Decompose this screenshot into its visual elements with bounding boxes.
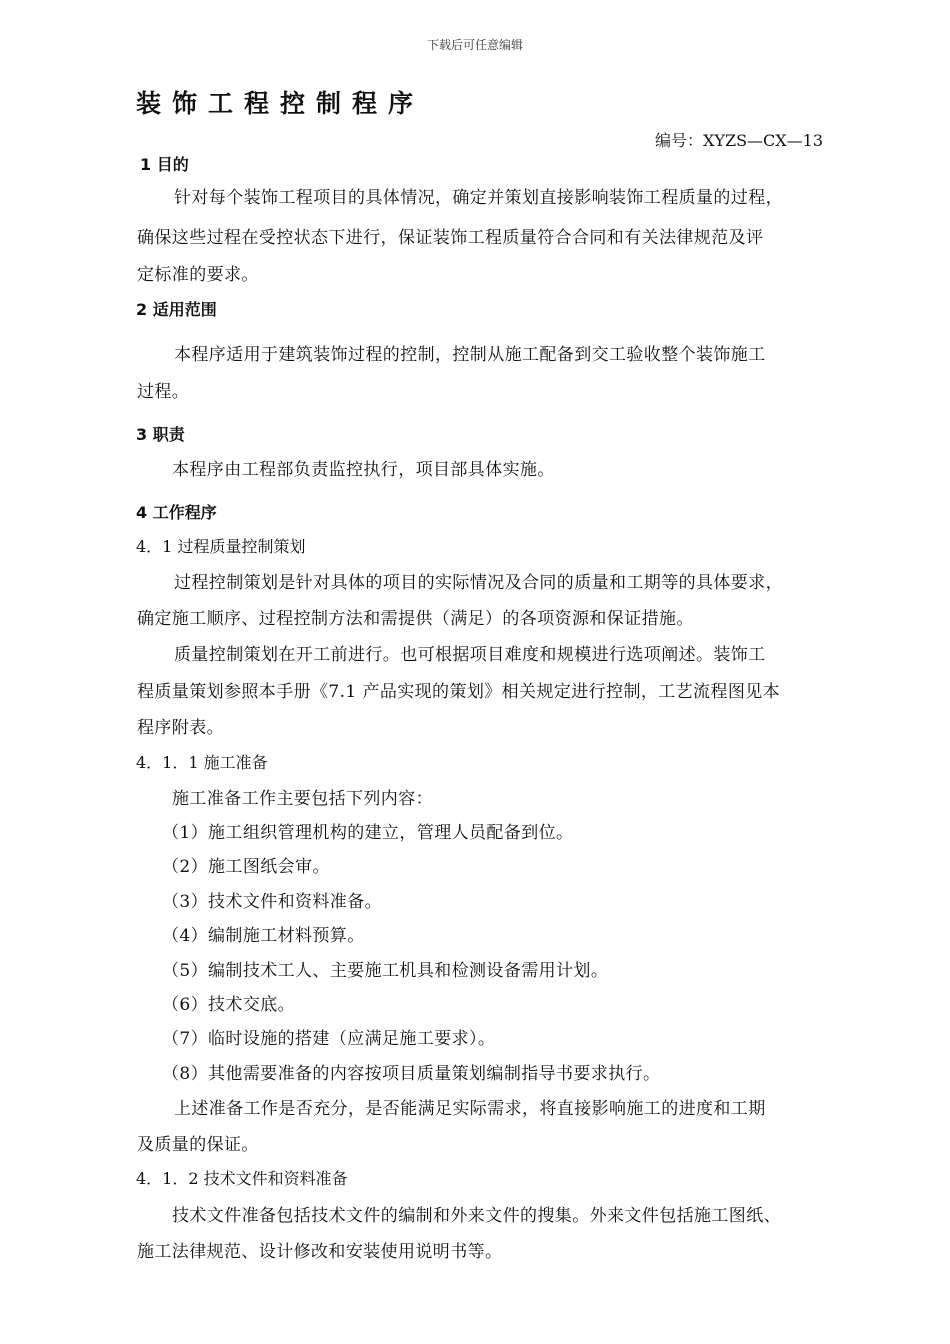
paragraph-line: 本程序由工程部负责监控执行，项目部具体实施。	[172, 460, 555, 480]
paragraph-line: 确定施工顺序、过程控制方法和需提供（满足）的各项资源和保证措施。	[137, 609, 694, 629]
paragraph-line: 施工准备工作主要包括下列内容：	[172, 789, 433, 809]
paragraph-line: 本程序适用于建筑装饰过程的控制，控制从施工配备到交工验收整个装饰施工	[174, 345, 766, 365]
section-heading-purpose: 1 目的	[140, 155, 189, 174]
paragraph-line: 过程控制策划是针对具体的项目的实际情况及合同的质量和工期等的具体要求，	[174, 573, 783, 593]
paragraph-line: 定标准的要求。	[137, 265, 259, 285]
list-item: （4）编制施工材料预算。	[162, 926, 365, 946]
list-item: （2）施工图纸会审。	[162, 857, 330, 877]
list-item: （5）编制技术工人、主要施工机具和检测设备需用计划。	[162, 961, 609, 981]
document-number: 编号：XYZS—CX—13	[655, 131, 824, 150]
subsection-heading: 4．1 过程质量控制策划	[136, 537, 306, 556]
section-heading-scope: 2 适用范围	[136, 300, 217, 319]
paragraph-line: 及质量的保证。	[137, 1135, 259, 1155]
section-heading-responsibility: 3 职责	[136, 425, 185, 444]
section-heading-procedure: 4 工作程序	[136, 503, 217, 522]
paragraph-line: 程质量策划参照本手册《7.1 产品实现的策划》相关规定进行控制，工艺流程图见本	[137, 682, 781, 702]
paragraph-line: 上述准备工作是否充分，是否能满足实际需求，将直接影响施工的进度和工期	[174, 1099, 766, 1119]
paragraph-line: 施工法律规范、设计修改和安装使用说明书等。	[137, 1242, 503, 1262]
subsection-heading: 4．1．1 施工准备	[136, 753, 268, 772]
list-item: （3）技术文件和资料准备。	[162, 892, 383, 912]
document-title: 装饰工程控制程序	[136, 89, 425, 118]
list-item: （6）技术交底。	[162, 995, 296, 1015]
paragraph-line: 程序附表。	[137, 718, 224, 738]
paragraph-line: 质量控制策划在开工前进行。也可根据项目难度和规模进行选项阐述。装饰工	[174, 645, 766, 665]
paragraph-line: 确保这些过程在受控状态下进行，保证装饰工程质量符合合同和有关法律规范及评	[137, 228, 764, 248]
header-note: 下载后可任意编辑	[426, 38, 523, 52]
list-item: （8）其他需要准备的内容按项目质量策划编制指导书要求执行。	[162, 1064, 661, 1084]
list-item: （1）施工组织管理机构的建立，管理人员配备到位。	[162, 823, 574, 843]
subsection-heading: 4．1．2 技术文件和资料准备	[136, 1169, 348, 1188]
list-item: （7）临时设施的搭建（应满足施工要求）。	[162, 1029, 496, 1049]
paragraph-line: 过程。	[137, 382, 190, 402]
paragraph-line: 针对每个装饰工程项目的具体情况，确定并策划直接影响装饰工程质量的过程，	[174, 188, 783, 208]
paragraph-line: 技术文件准备包括技术文件的编制和外来文件的搜集。外来文件包括施工图纸、	[172, 1206, 781, 1226]
